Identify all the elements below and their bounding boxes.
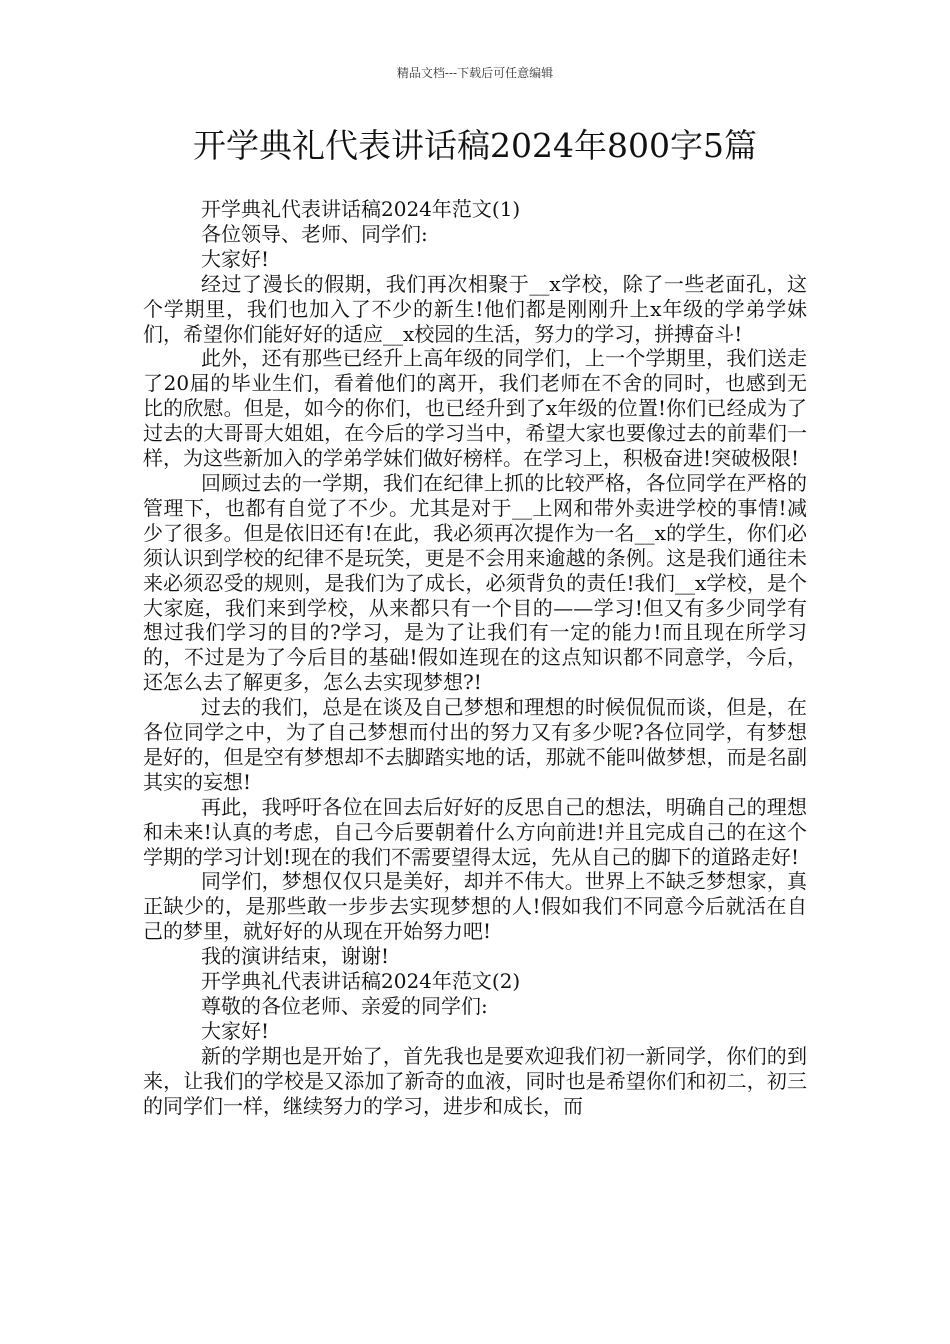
paragraph: 经过了漫长的假期，我们再次相聚于__x学校，除了一些老面孔，这个学期里，我们也加入了不少的新生!他们都是刚刚升上x年级的学弟学妹们，希望你们能好好的适应__x校园的生活，努力的学习，拼搏奋斗! [143,271,807,346]
paragraph: 新的学期也是开始了，首先我也是要欢迎我们初一新同学，你们的到来，让我们的学校是又添加了新奇的血液，同时也是希望你们和初二，初三的同学们一样，继续努力的学习，进步和成长，而 [143,1043,807,1118]
salutation: 尊敬的各位老师、亲爱的同学们: [201,994,488,1018]
document-body [143,197,807,1119]
document-title: 开学典礼代表讲话稿2024年800字5篇 [193,126,757,165]
paragraph: 过去的我们，总是在谈及自己梦想和理想的时候侃侃而谈，但是，在各位同学之中，为了自己梦想而付出的努力又有多少呢?各位同学，有梦想是好的，但是空有梦想却不去脚踏实地的话，那就不能叫做梦想，而是名副其实的妄想! [143,695,807,794]
section-heading: 开学典礼代表讲话稿2024年范文(2) [201,969,521,994]
greeting: 大家好! [201,246,270,271]
paragraph: 此外，还有那些已经升上高年级的同学们，上一个学期里，我们送走了20届的毕业生们，看着他们的离开，我们老师在不舍的同时，也感到无比的欣慰。但是，如今的你们，也已经升到了x年级的位置!你们已经成为了过去的大哥哥大姐姐，在今后的学习当中，希望大家也要像过去的前辈们一样，为这些新加入的学弟学妹们做好榜样。在学习上，积极奋进!突破极限! [143,346,807,471]
paragraph: 同学们，梦想仅仅只是美好，却并不伟大。世界上不缺乏梦想家，真正缺少的，是那些敢一步步去实现梦想的人!假如我们不同意今后就活在自己的梦里，就好好的从现在开始努力吧! [143,869,807,944]
paragraph: 回顾过去的一学期，我们在纪律上抓的比较严格，各位同学在严格的管理下，也都有自觉了不少。尤其是对于__上网和带外卖进学校的事情!减少了很多。但是依旧还有!在此，我必须再次提作为一名__x的学生，你们必须认识到学校的纪律不是玩笑，更是不会用来逾越的条例。这是我们通往未来必须忍受的规则，是我们为了成长，必须背负的责任!我们__x学校，是个大家庭，我们来到学校，从来都只有一个目的——学习!但又有多少同学有想过我们学习的目的?学习，是为了让我们有一定的能力!而且现在所学习的，不过是为了今后目的基础!假如连现在的这点知识都不同意学，今后，还怎么去了解更多，怎么去实现梦想?! [143,470,807,695]
closing-line: 我的演讲结束，谢谢! [201,944,390,969]
paragraph: 再此，我呼吁各位在回去后好好的反思自己的想法，明确自己的理想和未来!认真的考虑，自己今后要朝着什么方向前进!并且完成自己的在这个学期的学习计划!现在的我们不需要望得太远，先从自己的脚下的道路走好! [143,794,807,869]
salutation: 各位领导、老师、同学们: [201,221,428,246]
section-heading: 开学典礼代表讲话稿2024年范文(1) [201,197,521,221]
header-note: 精品文档---下载后可任意编辑 [396,66,554,80]
greeting: 大家好! [201,1018,270,1043]
